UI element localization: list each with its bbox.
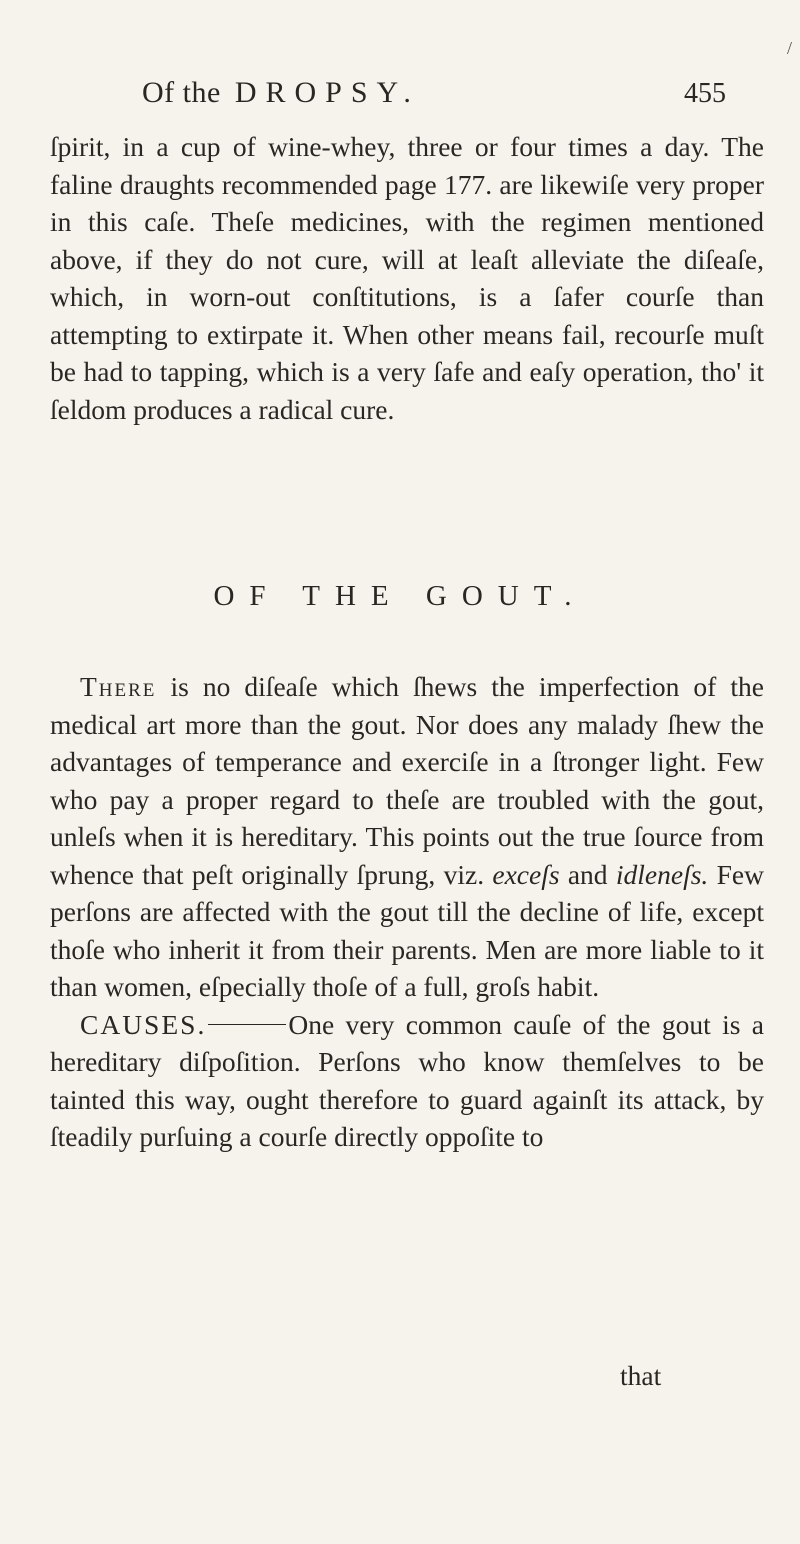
section-heading: OF THE GOUT.: [213, 580, 587, 612]
gout-intro-text-2: and: [559, 858, 616, 890]
gout-section-body: [50, 668, 764, 1156]
causes-label: CAUSES.: [80, 1008, 207, 1040]
page-header: [0, 76, 800, 116]
causes-paragraph: [50, 1006, 764, 1156]
catchword: that: [620, 1360, 662, 1391]
gout-intro-text-1: is no diſeaſe which ſhews the imperfection of the medical art more than the gout. Nor does any malady ſhew the advantages of temperance and exerciſe in a ſtronger light. Few who pay a proper regard to theſe are troubled with the gout, unleſs when it is hereditary. This points out the true ſource from whence that peſt originally ſprung, viz.: [50, 671, 764, 890]
em-dash-rule: [208, 1024, 286, 1025]
corner-mark: /: [787, 38, 793, 58]
running-head-title: DROPSY.: [234, 76, 420, 109]
page-number: 455: [684, 78, 726, 109]
causes-text: One very common cauſe of the gout is a hereditary diſpoſition. Perſons who know themſelves to be tainted this way, ought therefore to guard againſt its attack, by ſteadily purſuing a courſe directly oppoſite to: [50, 1008, 764, 1152]
dropsy-paragraph-text: ſpirit, in a cup of wine-whey, three or four times a day. The faline draughts recommended page 177. are likewiſe very proper in this caſe. Theſe medicines, with the regimen mentioned above, if they do not cure, will at leaſt alleviate the diſeaſe, which, in worn-out conſtitutions, is a ſafer courſe than attempting to extirpate it. When other means fail, recourſe muſt be had to tapping, which is a very ſafe and eaſy operation, tho' it ſeldom produces a radical cure.: [50, 131, 764, 425]
dropsy-paragraph-end: [50, 128, 764, 428]
gout-intro-paragraph: [50, 668, 764, 1006]
running-head: [142, 76, 420, 110]
running-head-prefix: Of the: [142, 76, 221, 109]
gout-intro-text-3: Few perſons are affected with the gout till the decline of life, except thoſe who inherit it from their parents. Men are more liable to it than women, eſpecially thoſe of a full, groſs habit.: [50, 858, 764, 1002]
gout-intro-italic-idleness: idleneſs.: [615, 858, 709, 890]
drop-word: There: [80, 671, 157, 702]
gout-intro-italic-excess: exceſs: [492, 858, 560, 890]
